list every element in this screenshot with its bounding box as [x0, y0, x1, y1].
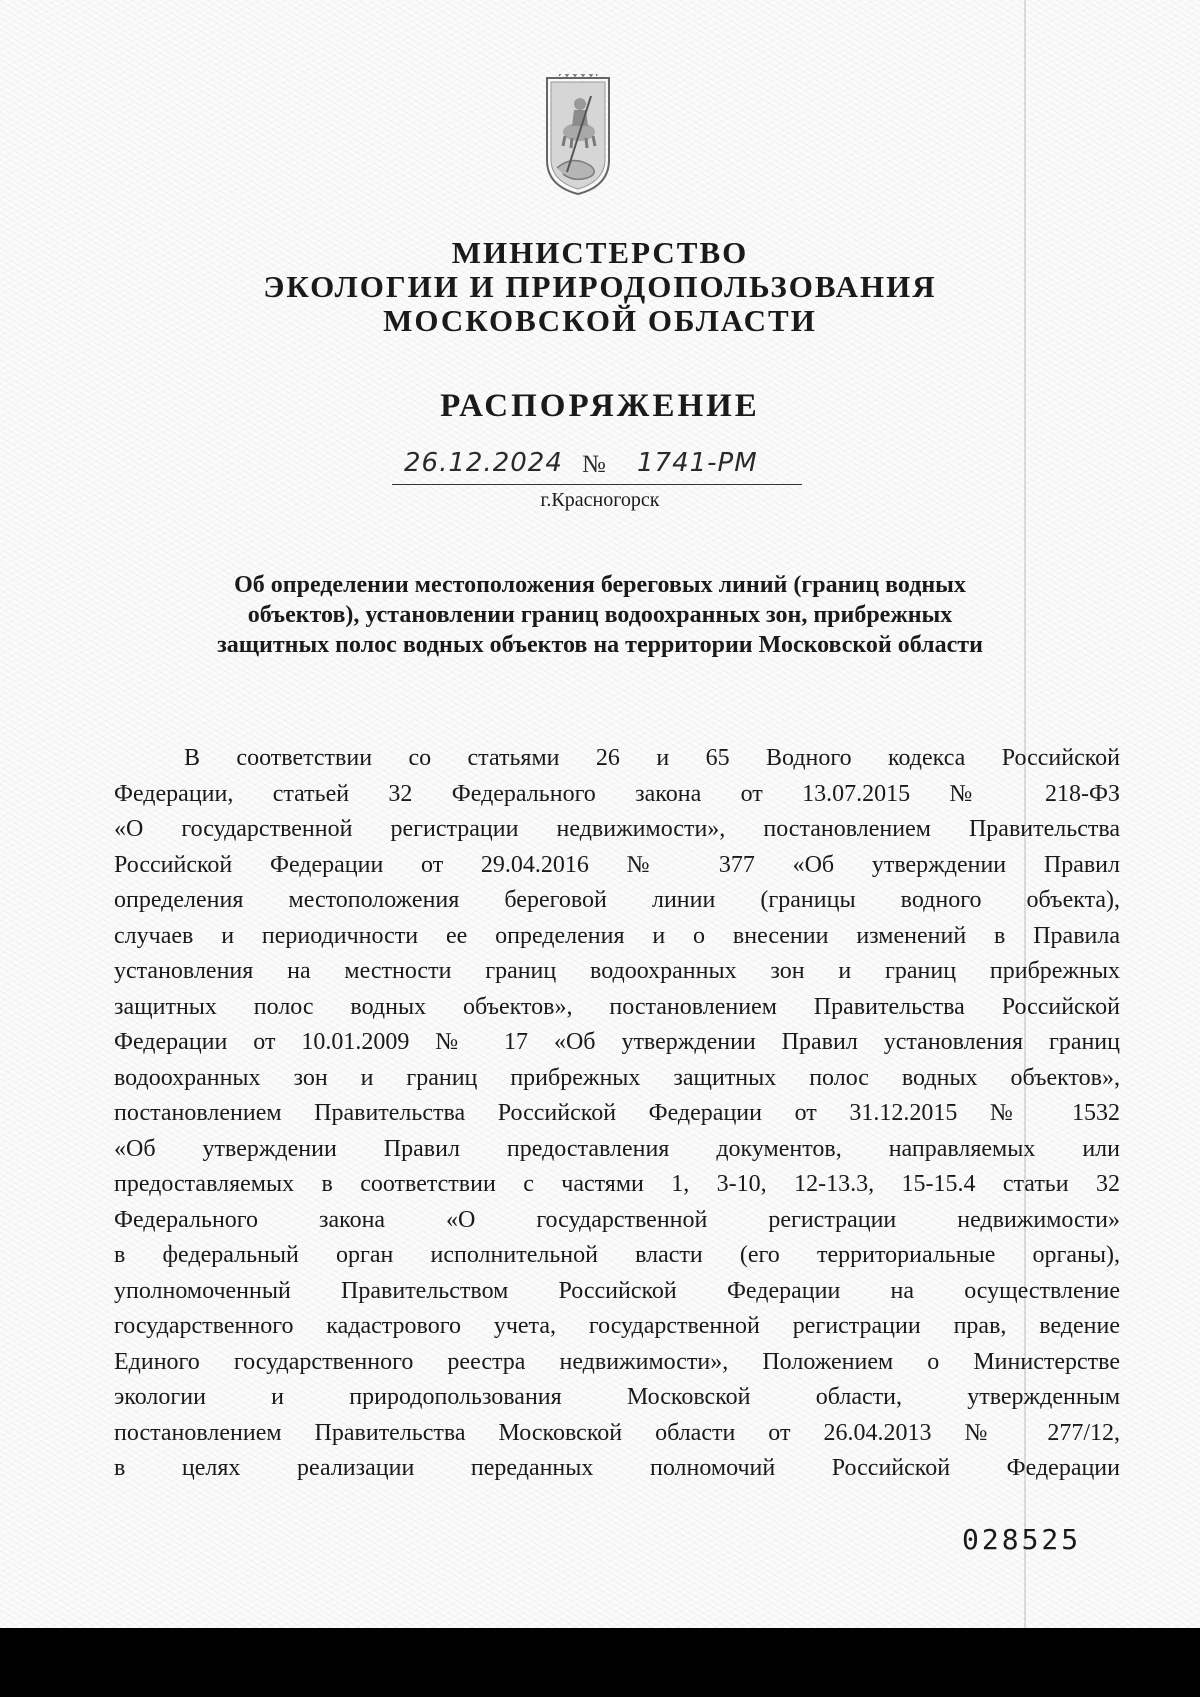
body-line: Единого государственного реестра недвижимости», Положением о Министерстве [114, 1348, 1120, 1375]
body-line: постановлением Правительства Российской Федерации от 31.12.2015 № 1532 [114, 1100, 1120, 1126]
body-line: в целях реализации переданных полномочий Российской Федерации [114, 1455, 1120, 1481]
body-line: экологии и природопользования Московской области, утвержденным [114, 1384, 1120, 1410]
body-line: государственного кадастрового учета, государственной регистрации прав, ведение [114, 1313, 1120, 1339]
ministry-line-2: ЭКОЛОГИИ И ПРИРОДОПОЛЬЗОВАНИЯ [263, 269, 937, 304]
body-text [114, 741, 1120, 1487]
body-line: водоохранных зон и границ прибрежных защитных полос водных объектов», [114, 1064, 1120, 1091]
document-type-title: РАСПОРЯЖЕНИЕ [440, 388, 760, 424]
body-line: определения местоположения береговой линии (границы водного объекта), [114, 887, 1120, 913]
body-line: случаев и периодичности ее определения и о внесении изменений в Правила [114, 922, 1120, 949]
body-line: Федерации, статьей 32 Федерального закона от 13.07.2015 № 218-ФЗ [114, 780, 1120, 807]
body-line: защитных полос водных объектов», постановлением Правительства Российской [114, 993, 1120, 1020]
city: г.Красногорск [540, 489, 660, 511]
body-line: «Об утверждении Правил предоставления документов, направляемых или [114, 1135, 1120, 1162]
body-line: предоставляемых в соответствии с частями 1, 3-10, 12-13.3, 15-15.4 статьи 32 [114, 1171, 1120, 1197]
body-line: уполномоченный Правительством Российской Федерации на осуществление [114, 1277, 1120, 1304]
number-sign: № [582, 451, 607, 478]
document-subject [150, 570, 1050, 660]
ministry-name [200, 236, 1000, 338]
body-line: «О государственной регистрации недвижимости», постановлением Правительства [114, 816, 1120, 842]
body-line: Российской Федерации от 29.04.2016 № 377 «Об утверждении Правил [114, 851, 1120, 878]
document-date: 26.12.2024 [404, 448, 563, 478]
subject-line-2: объектов), установлении границ водоохранных зон, прибрежных [247, 602, 953, 628]
body-line: Федерального закона «О государственной регистрации недвижимости» [114, 1206, 1120, 1233]
body-line: в федеральный орган исполнительной власти (его территориальные органы), [114, 1242, 1120, 1268]
body-line: В соответствии со статьями 26 и 65 Водного кодекса Российской [184, 745, 1120, 771]
document-number: 1741-РМ [637, 448, 758, 478]
date-number-line [392, 448, 802, 485]
body-line: постановлением Правительства Московской области от 26.04.2013 № 277/12, [114, 1419, 1120, 1446]
subject-line-1: Об определении местоположения береговых линий (границ водных [234, 572, 966, 598]
serial-number: 028525 [962, 1523, 1082, 1556]
body-line: установления на местности границ водоохранных зон и границ прибрежных [114, 958, 1120, 984]
ministry-line-1: МИНИСТЕРСТВО [451, 235, 749, 270]
ministry-line-3: МОСКОВСКОЙ ОБЛАСТИ [383, 303, 817, 338]
moscow-oblast-coat-of-arms-icon [543, 74, 613, 198]
body-line: Федерации от 10.01.2009 № 17 «Об утверждении Правил установления границ [114, 1029, 1120, 1055]
subject-line-3: защитных полос водных объектов на территории Московской области [217, 632, 983, 658]
scan-border [0, 1628, 1200, 1697]
